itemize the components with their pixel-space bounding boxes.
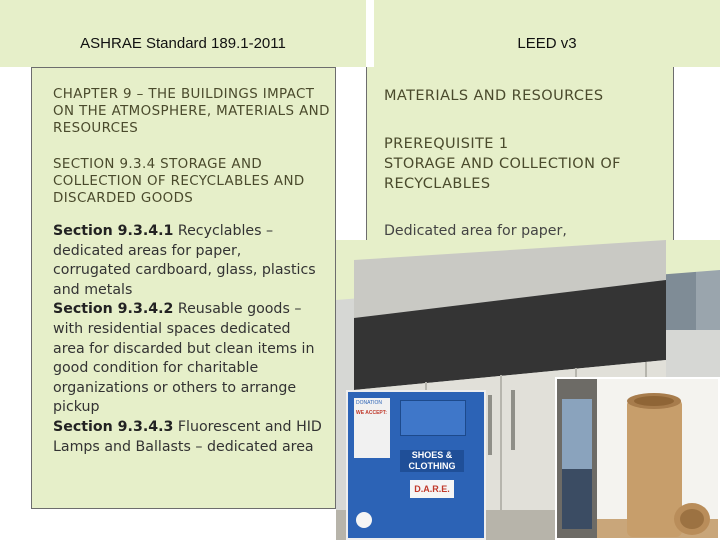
bin-sign-heading: DONATION <box>356 400 383 406</box>
section-title: SECTION 9.3.4 STORAGE AND COLLECTION OF RECYCLABLES AND DISCARDED GOODS <box>53 157 305 206</box>
bin-logo: D.A.R.E. <box>410 480 454 498</box>
section-item-label: Section 9.3.4.1 <box>53 223 174 239</box>
right-header-label: LEED v3 <box>517 35 577 52</box>
leed-description: Dedicated area for paper, <box>384 223 567 239</box>
section-item-text: Reusable goods – with residential spaces dedicated area for discarded but clean items in good condition for charitable organizations or others to arrange pickup <box>53 301 315 416</box>
prerequisite-number: PREREQUISITE 1 <box>384 136 509 152</box>
section-item-label: Section 9.3.4.3 <box>53 418 174 435</box>
leed-category-title: MATERIALS AND RESOURCES <box>384 88 604 104</box>
left-column-header <box>0 0 366 67</box>
prerequisite-name: STORAGE AND COLLECTION OF RECYCLABLES <box>384 156 621 192</box>
bin-chute <box>400 400 466 436</box>
bin-sign <box>354 398 390 458</box>
right-column-header <box>374 0 720 67</box>
tube-illustration <box>557 379 720 540</box>
section-item-label: Section 9.3.4.2 <box>53 301 174 318</box>
bin-panel-label: SHOES & CLOTHING <box>400 450 464 472</box>
section-item <box>53 300 323 418</box>
section-item-text: Recyclables – dedicated areas for paper, corrugated cardboard, glass, plastics and metals <box>53 223 316 298</box>
header-divider <box>366 0 374 67</box>
donation-bin-photo <box>346 390 486 540</box>
cardboard-tube-photo <box>555 377 720 540</box>
left-header-label: ASHRAE Standard 189.1-2011 <box>80 35 286 52</box>
section-item <box>53 418 323 457</box>
bin-sign-subheading: WE ACCEPT: <box>356 410 387 416</box>
bin-badge-icon <box>356 512 372 528</box>
section-item-text: Fluorescent and HID Lamps and Ballasts – dedicated area <box>53 418 322 455</box>
section-items <box>53 222 323 457</box>
section-item <box>53 222 323 300</box>
prerequisite-title <box>384 134 674 194</box>
chapter-title: CHAPTER 9 – THE BUILDINGS IMPACT ON THE ATMOSPHERE, MATERIALS AND RESOURCES <box>53 87 330 136</box>
